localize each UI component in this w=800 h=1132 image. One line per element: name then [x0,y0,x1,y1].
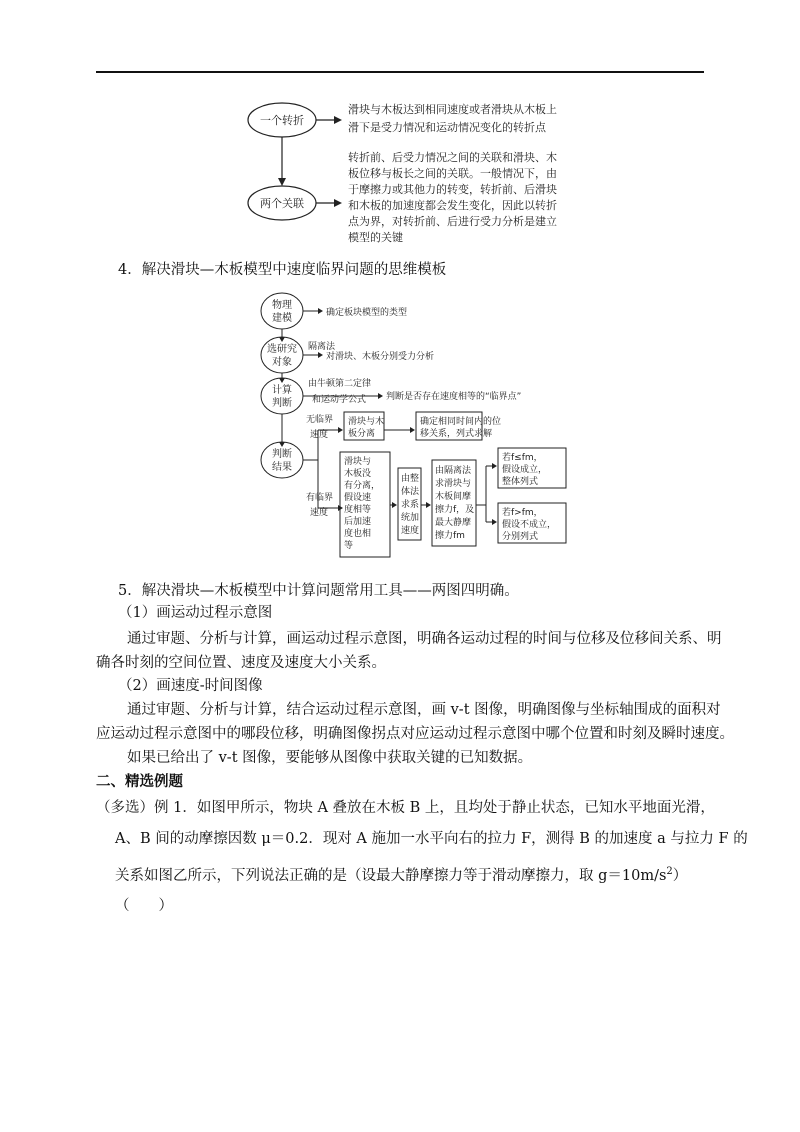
branch-no: 无临界 [306,415,334,425]
node-two-links-label: 两个关联 [260,197,304,210]
yes-box1: 后加速 [344,517,372,527]
node-physics-model: 建模 [272,313,292,324]
result-2: 假设不成立， [502,520,557,530]
n3-desc: 判断是否存在速度相等的“临界点” [386,392,522,402]
subheading-1: （1）画运动过程示意图 [118,605,273,621]
yes-box3: 木板间摩 [435,492,472,502]
paragraph-2: 应运动过程示意图中的哪段位移，明确图像拐点对应运动过程示意图中哪个位置和时刻及瞬时速度。 [96,726,734,742]
n2-arrow-label: 隔离法 [308,342,336,352]
yes-box1: 木板没 [344,469,372,479]
heading-4: 4．解决滑块—木板模型中速度临界问题的思维模板 [118,262,447,278]
node-judge-result: 判断 [272,449,292,460]
yes-box3: 擦力fm [435,531,465,541]
result-2: 分别列式 [502,532,539,542]
branch-no: 速度 [310,430,329,440]
yes-box1: 度相等 [344,505,372,515]
n1-desc: 确定板块模型的类型 [326,308,408,318]
no-box1: 滑块与木 [348,417,385,427]
thinking-template-flowchart [0,0,800,551]
subheading-2: （2）画速度-时间图像 [118,678,263,694]
yes-box3: 擦力f，及 [435,505,475,515]
node-calc-judge: 判断 [272,398,292,409]
n3-arrow-label: 和运动学公式 [312,395,367,405]
paragraph-1: 通过审题、分析与计算，画运动过程示意图，明确各运动过程的时间与位移及位移间关系、明 [127,631,722,647]
yes-box2: 统加 [401,513,420,523]
result-1: 整体列式 [502,477,539,487]
yes-box3: 最大静摩 [435,518,472,528]
yes-box1: 有分离， [344,481,381,491]
node-physics-model: 物理 [272,300,292,311]
no-box1: 板分离 [348,429,376,439]
link-desc-line: 板位移与板长之间的关联。一般情况下，由 [348,167,557,180]
no-box2: 移关系，列式求解 [420,429,493,439]
yes-box2: 速度 [401,526,420,536]
example-1-line: A、B 间的动摩擦因数 μ＝0.2．现对 A 施加一水平向右的拉力 F，测得 B 的加速度 a 与拉力 F 的 [115,831,748,847]
yes-box2: 求系 [401,500,420,510]
branch-yes: 速度 [310,508,329,518]
yes-box1: 滑块与 [344,457,372,467]
answer-blank: （ ） [115,898,173,914]
yes-box2: 由整 [401,474,420,484]
n3-arrow-label: 由牛顿第二定律 [308,379,372,389]
turn-desc-line: 滑下是受力情况和运动情况变化的转折点 [348,121,546,134]
example-1-line: 关系如图乙所示，下列说法正确的是（设最大静摩擦力等于滑动摩擦力，取 $g=10m/s^2$） [115,866,688,884]
node-one-turn-label: 一个转折 [260,114,304,127]
link-desc-line: 点为界，对转折前、后进行受力分析是建立 [348,215,557,228]
paragraph-1: 确各时刻的空间位置、速度及速度大小关系。 [96,655,386,671]
no-box2: 确定相同时间内的位 [420,417,502,427]
link-desc-line: 于摩擦力或其他力的转变，转折前、后滑块 [348,183,557,196]
node-select-object: 选研究 [267,344,297,355]
result-1: 若f≤fm， [502,453,543,463]
section-heading: 二、精选例题 [96,773,183,790]
paragraph-2: 通过审题、分析与计算，结合运动过程示意图，画 v-t 图像，明确图像与坐标轴围成的面积对 [127,702,721,718]
link-desc-line: 转折前、后受力情况之间的关联和滑块、木 [348,151,557,164]
yes-box3: 由隔离法 [435,466,472,476]
example-1-line: （多选）例 1．如图甲所示，物块 A 叠放在木板 B 上，且均处于静止状态，已知水平地面光滑， [96,800,715,816]
result-2: 若f>fm， [502,508,543,518]
yes-box1: 假设速 [344,493,372,503]
yes-box1: 度也相 [344,529,372,539]
n2-desc: 对滑块、木板分别受力分析 [326,352,435,362]
branch-yes: 有临界 [306,493,334,503]
result-1: 假设成立， [502,465,548,475]
paragraph-3: 如果已给出了 v-t 图像，要能够从图像中获取关键的已知数据。 [127,750,533,766]
turn-desc-line: 滑块与木板达到相同速度或者滑块从木板上 [348,103,557,116]
yes-box1: 等 [344,541,354,551]
node-select-object: 对象 [272,357,292,368]
link-desc-line: 和木板的加速度都会发生变化，因此以转折 [348,199,557,212]
heading-5: 5．解决滑块—木板模型中计算问题常用工具——两图四明确。 [118,583,519,599]
yes-box2: 体法 [401,487,420,497]
yes-box3: 求滑块与 [435,479,472,489]
node-calc-judge: 计算 [272,385,292,396]
link-desc-line: 模型的关键 [348,231,403,244]
node-judge-result: 结果 [272,462,292,473]
